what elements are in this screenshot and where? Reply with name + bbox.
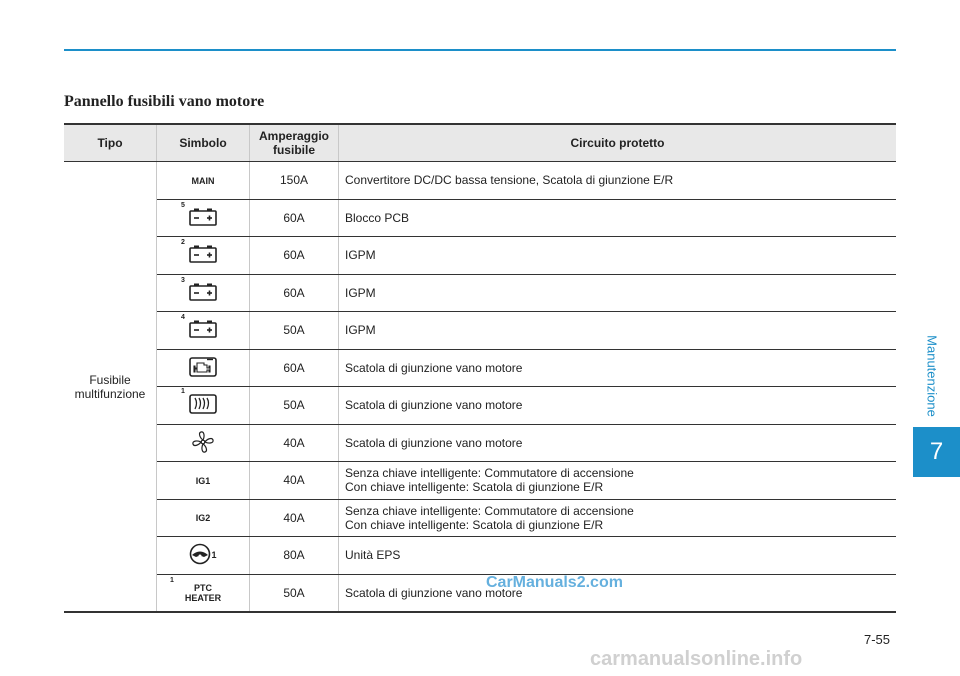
circuit-line: Senza chiave intelligente: Commutatore di accensione bbox=[345, 466, 634, 481]
symbol-superscript: 2 bbox=[181, 239, 185, 247]
circuit-line: Blocco PCB bbox=[345, 210, 410, 225]
watermark-bottom: carmanualsonline.info bbox=[590, 648, 803, 670]
fuse-symbol bbox=[196, 512, 211, 523]
amperage-cell: 40A bbox=[250, 499, 339, 537]
amperage-cell: 150A bbox=[250, 162, 339, 200]
circuit-cell bbox=[339, 349, 897, 387]
circuit-line: Scatola di giunzione vano motore bbox=[345, 585, 523, 600]
amperage-cell: 80A bbox=[250, 537, 339, 575]
symbol-cell bbox=[157, 424, 250, 462]
symbol-cell bbox=[157, 312, 250, 350]
circuit-cell bbox=[339, 312, 897, 350]
circuit-line: Con chiave intelligente: Scatola di giunzione E/R bbox=[345, 517, 604, 532]
amperage-cell: 40A bbox=[250, 462, 339, 500]
circuit-line: Convertitore DC/DC bassa tensione, Scatola di giunzione E/R bbox=[345, 173, 674, 188]
fuse-symbol bbox=[191, 430, 215, 456]
watermark-carmanuals: CarManuals2.com bbox=[486, 574, 623, 591]
symbol-cell bbox=[157, 199, 250, 237]
amperage-cell: 60A bbox=[250, 199, 339, 237]
fuse-symbol bbox=[189, 357, 217, 379]
table-row bbox=[64, 199, 896, 237]
page-number: 7-55 bbox=[864, 632, 891, 647]
table-row bbox=[64, 462, 896, 500]
defroster-icon bbox=[189, 406, 217, 416]
top-rule bbox=[64, 49, 896, 51]
circuit-cell bbox=[339, 499, 897, 537]
symbol-cell bbox=[157, 237, 250, 275]
symbol-superscript: 1 bbox=[181, 388, 185, 396]
circuit-line: Scatola di giunzione vano motore bbox=[345, 360, 523, 375]
tipo-cell: Fusibile multifunzione bbox=[64, 162, 157, 613]
table-row bbox=[64, 499, 896, 537]
symbol-cell bbox=[157, 162, 250, 200]
amperage-cell: 60A bbox=[250, 237, 339, 275]
circuit-cell bbox=[339, 237, 897, 275]
fuse-symbol bbox=[181, 276, 217, 303]
symbol-cell bbox=[157, 274, 250, 312]
amperage-cell: 60A bbox=[250, 274, 339, 312]
header-amperaggio: Amperaggio fusibile bbox=[250, 124, 339, 162]
symbol-superscript: 1 bbox=[170, 576, 174, 584]
section-title: Pannello fusibili vano motore bbox=[64, 93, 265, 110]
symbol-superscript: 4 bbox=[181, 314, 185, 322]
circuit-cell bbox=[339, 462, 897, 500]
table-row bbox=[64, 274, 896, 312]
fuse-symbol bbox=[181, 388, 217, 416]
fuse-symbol bbox=[189, 543, 216, 567]
steering-icon bbox=[189, 557, 211, 567]
circuit-cell bbox=[339, 162, 897, 200]
circuit-line: IGPM bbox=[345, 248, 376, 263]
amperage-cell: 60A bbox=[250, 349, 339, 387]
table-header-row bbox=[64, 124, 896, 162]
symbol-cell bbox=[157, 499, 250, 537]
table-row bbox=[64, 162, 896, 200]
fuse-table bbox=[64, 123, 896, 613]
circuit-line: Scatola di giunzione vano motore bbox=[345, 435, 523, 450]
symbol-cell bbox=[157, 462, 250, 500]
table-row bbox=[64, 349, 896, 387]
amperage-cell: 40A bbox=[250, 424, 339, 462]
header-simbolo: Simbolo bbox=[157, 124, 250, 162]
fuse-symbol bbox=[181, 239, 217, 265]
circuit-line: Scatola di giunzione vano motore bbox=[345, 398, 523, 413]
amperage-cell: 50A bbox=[250, 312, 339, 350]
table-row bbox=[64, 574, 896, 612]
symbol-cell bbox=[157, 387, 250, 425]
circuit-line: Unità EPS bbox=[345, 548, 401, 563]
fuse-symbol bbox=[181, 201, 217, 228]
battery-icon bbox=[189, 218, 217, 228]
fuse-symbol bbox=[181, 314, 217, 340]
circuit-line: IGPM bbox=[345, 285, 376, 300]
fuse-symbol bbox=[196, 475, 211, 486]
circuit-line: IGPM bbox=[345, 323, 376, 338]
fuse-symbol bbox=[170, 576, 228, 603]
battery-icon bbox=[189, 330, 217, 340]
battery-icon bbox=[189, 255, 217, 265]
symbol-superscript: 3 bbox=[181, 276, 185, 284]
circuit-cell bbox=[339, 387, 897, 425]
amperage-cell: 50A bbox=[250, 387, 339, 425]
battery-icon bbox=[189, 293, 217, 303]
fuse-symbol bbox=[192, 175, 215, 186]
symbol-text: PTC HEATER bbox=[184, 582, 222, 603]
side-chapter-label: Manutenzione bbox=[924, 335, 940, 417]
symbol-text: IG2 bbox=[195, 513, 211, 524]
table-row bbox=[64, 237, 896, 275]
circuit-cell bbox=[339, 274, 897, 312]
circuit-cell bbox=[339, 424, 897, 462]
table-row bbox=[64, 312, 896, 350]
fan-icon bbox=[191, 446, 215, 456]
symbol-cell bbox=[157, 537, 250, 575]
symbol-cell bbox=[157, 574, 250, 612]
header-tipo: Tipo bbox=[64, 124, 157, 162]
circuit-cell bbox=[339, 537, 897, 575]
symbol-text: IG1 bbox=[195, 475, 211, 486]
symbol-cell bbox=[157, 349, 250, 387]
engine-icon bbox=[189, 369, 217, 379]
table-row bbox=[64, 387, 896, 425]
symbol-superscript: 5 bbox=[181, 201, 185, 209]
symbol-text: 1 bbox=[211, 550, 217, 561]
circuit-line: Senza chiave intelligente: Commutatore di accensione bbox=[345, 503, 634, 518]
circuit-cell bbox=[339, 199, 897, 237]
amperage-cell: 50A bbox=[250, 574, 339, 612]
symbol-text: MAIN bbox=[191, 175, 215, 186]
circuit-line: Con chiave intelligente: Scatola di giunzione E/R bbox=[345, 480, 604, 495]
table-row bbox=[64, 424, 896, 462]
header-circuito: Circuito protetto bbox=[339, 124, 897, 162]
table-row bbox=[64, 537, 896, 575]
chapter-badge: 7 bbox=[913, 427, 960, 477]
